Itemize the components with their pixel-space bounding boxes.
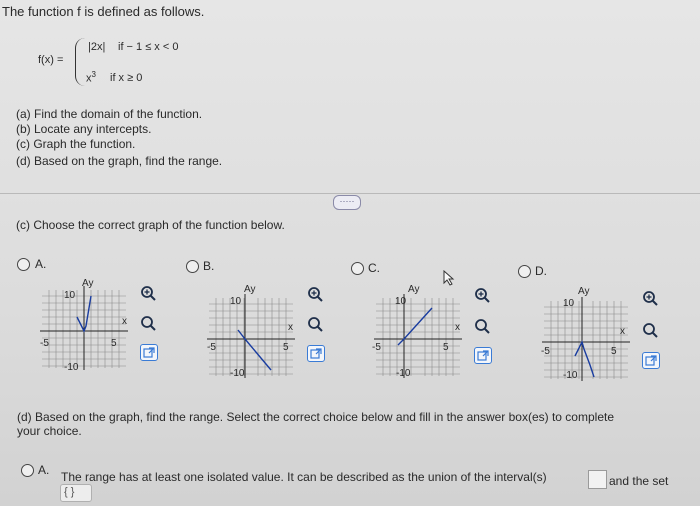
open-graph-icon[interactable] <box>307 345 325 362</box>
option-a-bottom-tick: -10 <box>64 362 79 373</box>
option-c-top-tick: 10 <box>395 296 407 307</box>
option-d-right-tick: 5 <box>611 346 617 357</box>
zoom-in-icon[interactable] <box>642 290 658 306</box>
option-c-label: C. <box>368 261 380 275</box>
piecewise-brace <box>75 38 86 86</box>
option-a-label: A. <box>35 257 47 271</box>
option-d-top-tick: 10 <box>563 298 575 309</box>
option-c-graph <box>372 290 464 380</box>
piece2-condition: if x ≥ 0 <box>110 72 143 84</box>
option-c-y-label: Ay <box>408 284 420 295</box>
intro-text: The function f is defined as follows. <box>2 4 205 19</box>
mouse-cursor-icon <box>443 270 455 291</box>
option-d-label: D. <box>535 264 547 278</box>
zoom-out-icon[interactable] <box>140 315 156 331</box>
option-b-top-tick: 10 <box>230 296 242 307</box>
choice-a-tail: and the set <box>609 474 669 488</box>
option-c-bottom-tick: -10 <box>396 368 411 379</box>
zoom-in-icon[interactable] <box>474 287 490 303</box>
option-d-radio[interactable] <box>518 265 531 278</box>
part-d-text: (d) Based on the graph, find the range. <box>16 154 223 168</box>
piece1-condition: if − 1 ≤ x < 0 <box>118 41 179 53</box>
piece2-expr <box>86 70 96 85</box>
option-b-right-tick: 5 <box>283 342 289 353</box>
open-graph-icon[interactable] <box>140 344 158 361</box>
interval-answer-box[interactable] <box>588 470 607 489</box>
option-b-bottom-tick: -10 <box>230 368 245 379</box>
option-c-x-label: x <box>455 322 460 333</box>
option-c-radio[interactable] <box>351 262 364 275</box>
option-a-right-tick: 5 <box>111 338 117 349</box>
open-graph-icon[interactable] <box>474 347 492 364</box>
part-a-text: (a) Find the domain of the function. <box>16 107 203 121</box>
set-answer-box[interactable] <box>60 484 92 502</box>
part-b-text: (b) Locate any intercepts. <box>16 122 152 136</box>
part-d-prompt-line2: your choice. <box>17 424 82 438</box>
zoom-in-icon[interactable] <box>140 285 156 301</box>
zoom-in-icon[interactable] <box>307 286 323 302</box>
option-b-x-label: x <box>288 322 293 333</box>
option-a-y-label: Ay <box>82 278 94 289</box>
option-b-graph <box>205 290 297 380</box>
open-graph-icon[interactable] <box>642 352 660 369</box>
option-a-radio[interactable] <box>17 258 30 271</box>
zoom-out-icon[interactable] <box>642 322 658 338</box>
option-a-graph <box>38 282 130 372</box>
choice-a-text: The range has at least one isolated value. It can be described as the union of the interval(s) <box>61 470 547 484</box>
part-c-prompt: (c) Choose the correct graph of the function below. <box>16 218 285 232</box>
choice-a-label: A. <box>38 463 50 477</box>
fx-label: f(x) = <box>38 54 64 66</box>
choice-a-radio[interactable] <box>21 464 34 477</box>
set-braces: { } <box>64 486 75 498</box>
option-b-y-label: Ay <box>244 284 256 295</box>
zoom-out-icon[interactable] <box>474 318 490 334</box>
piece2-exponent: 3 <box>91 70 96 79</box>
piece1-expr: |2x| <box>88 41 106 53</box>
option-c-right-tick: 5 <box>443 342 449 353</box>
option-d-graph <box>540 293 632 383</box>
option-c-left-tick: -5 <box>372 342 381 353</box>
option-d-x-label: x <box>620 326 625 337</box>
piece2-base: x <box>86 72 92 85</box>
part-d-prompt-line1: (d) Based on the graph, find the range. Select the correct choice below and fill in the answer box(es) to complete <box>17 410 614 424</box>
option-a-top-tick: 10 <box>64 290 76 301</box>
option-d-bottom-tick: -10 <box>563 370 578 381</box>
option-b-label: B. <box>203 259 215 273</box>
more-button[interactable]: ····· <box>333 195 361 210</box>
option-b-left-tick: -5 <box>207 342 216 353</box>
zoom-out-icon[interactable] <box>307 316 323 332</box>
option-a-left-tick: -5 <box>40 338 49 349</box>
option-d-left-tick: -5 <box>541 346 550 357</box>
option-a-x-label: x <box>122 316 127 327</box>
option-d-y-label: Ay <box>578 286 590 297</box>
option-b-radio[interactable] <box>186 260 199 273</box>
part-c-text: (c) Graph the function. <box>16 137 136 151</box>
divider <box>0 193 700 194</box>
